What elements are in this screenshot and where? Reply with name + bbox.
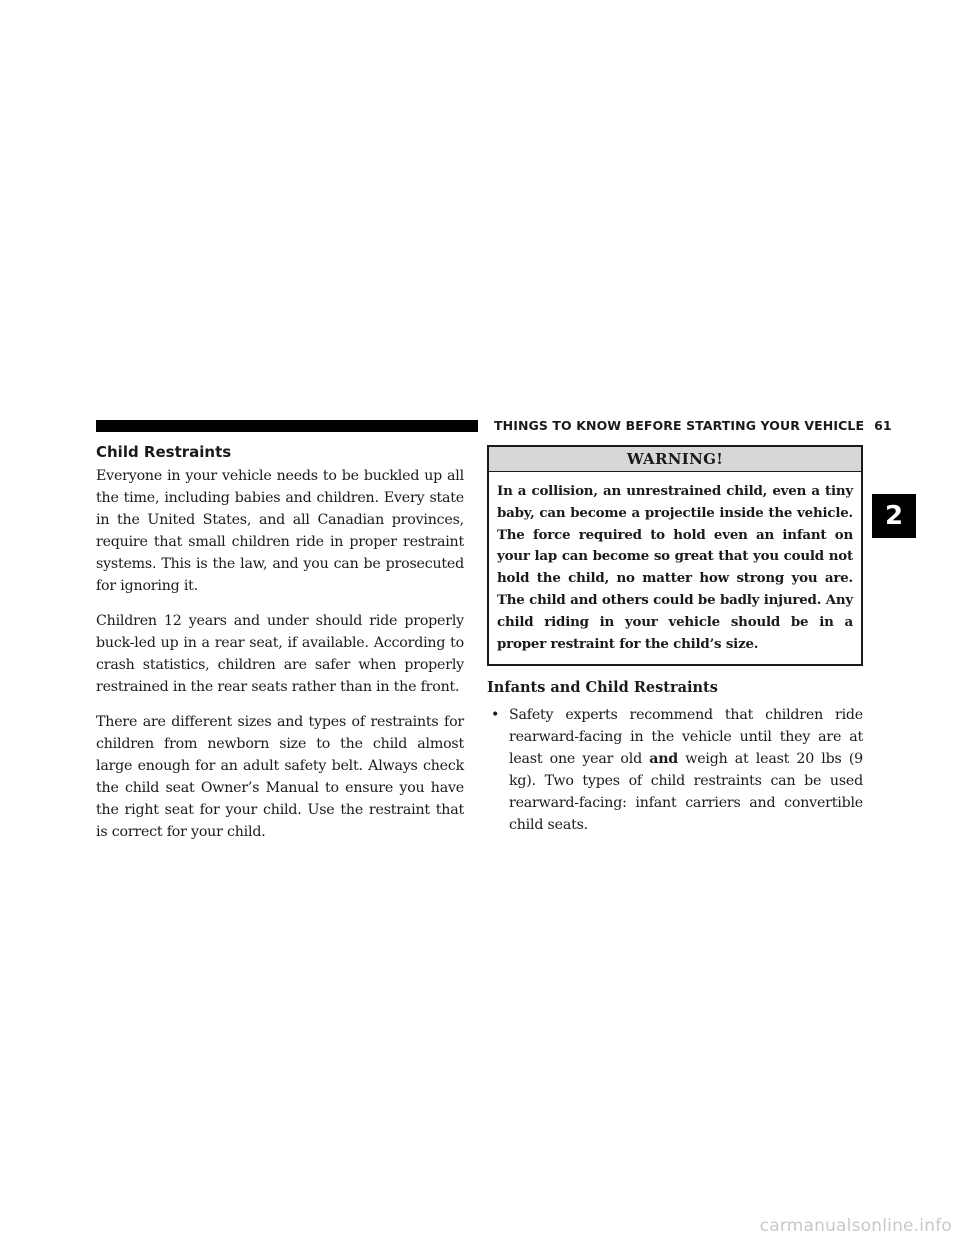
paragraph-2: Children 12 years and under should ride properly buck-led up in a rear seat, if available. According to crash statistics, children are safer when properly restrained in the rear seats rather than in the front. [96,613,464,695]
paragraph-1: Everyone in your vehicle needs to be buckled up all the time, including babies and children. Every state in the United States, and all Canadian provinces, require that small children ride in proper restraint systems. This is the law, and you can be prosecuted for ignoring it. [96,468,464,594]
right-column [487,445,863,836]
infants-heading: Infants and Child Restraints [487,679,718,697]
watermark: carmanualsonline.info [759,1216,952,1236]
paragraph-3: There are different sizes and types of restraints for children from newborn size to the child almost large enough for an adult safety belt. Always check the child seat Owner’s Manual to ensure you have the right seat for your child. Use the restraint that is correct for your child. [96,714,464,840]
bullet-text [509,704,863,836]
section-heading-child-restraints: Child Restraints [96,443,232,461]
warning-text: In a collision, an unrestrained child, even a tiny baby, can become a projectile inside the vehicle. The force required to hold even an infant on your lap can become so great that you could not hold the child, no matter how strong you are. The child and others could be badly injured. Any child riding in your vehicle should be in a proper restraint for the child’s size. [497,483,853,652]
warning-box [487,445,863,666]
bullet-text-before: Safety experts recommend that children ride rearward-facing in the vehicle until they are at least one year old [509,707,863,768]
bullet-text-emphasis: and [649,751,679,768]
bullet-icon: • [491,707,500,724]
warning-title: WARNING! [489,447,861,472]
list-item [487,704,863,836]
header-title-text: THINGS TO KNOW BEFORE STARTING YOUR VEHICLE [494,418,865,433]
chapter-tab: 2 [872,494,916,538]
bullet-text-after: weigh at least 20 lbs (9 kg). Two types of child restraints can be used rearward-facing: infant carriers and convertible child seats. [509,751,863,834]
page-number: 61 [874,418,892,433]
running-header [494,418,892,433]
left-column [96,443,464,856]
header-rule [96,420,478,432]
